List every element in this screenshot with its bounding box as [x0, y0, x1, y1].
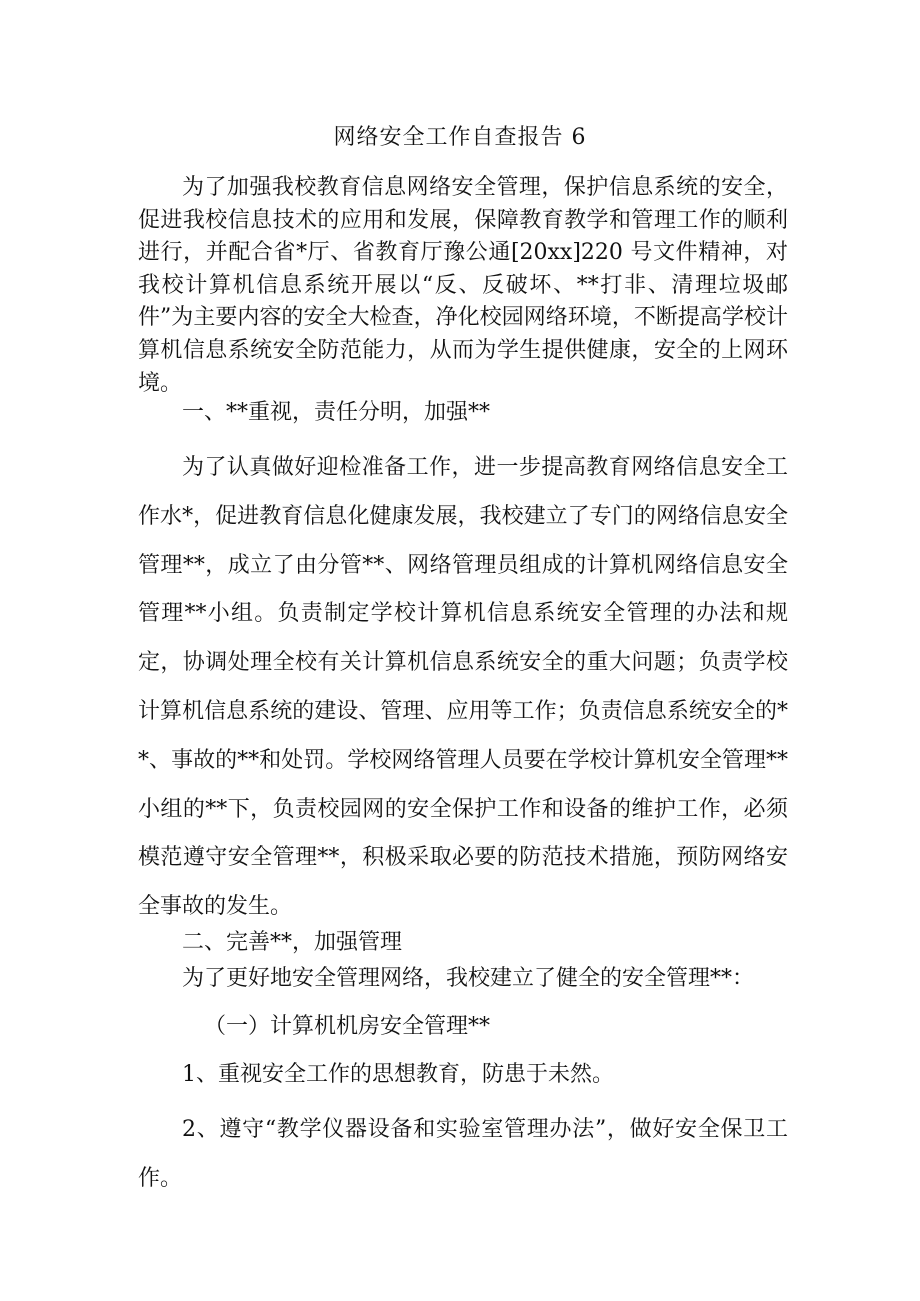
section-1-body: 为了认真做好迎检准备工作，进一步提高教育网络信息安全工作水*，促进教育信息化健康发展，我校建立了专门的网络信息安全管理**，成立了由分管**、网络管理员组成的计算机网络信息安全管理**小组。负责制定学校计算机信息系统安全管理的办法和规定，协调处理全校有关计算机信息系统安全的重大问题；负责学校计算机信息系统的建设、管理、应用等工作；负责信息系统安全的**、事故的**和处罚。学校网络管理人员要在学校计算机安全管理**小组的**下，负责校园网的安全保护工作和设备的维护工作，必须模范遵守安全管理**，积极采取必要的防范技术措施，预防网络安全事故的发生。	[138, 455, 788, 920]
intro-paragraph: 为了加强我校教育信息网络安全管理，保护信息系统的安全，促进我校信息技术的应用和发展，保障教育教学和管理工作的顺利进行，并配合省*厅、省教育厅豫公通[20xx]220 号文件精神，对我校计算机信息系统开展以“反、反破坏、**打非、清理垃圾邮件”为主要内容的安全大检查，净化校园网络环境，不断提高学校计算机信息系统安全防范能力，从而为学生提供健康，安全的上网环境。	[138, 175, 788, 396]
subsection-1-heading: （一）计算机机房安全管理**	[204, 1014, 491, 1039]
section-2-intro: 为了更好地安全管理网络，我校建立了健全的安全管理**：	[182, 966, 755, 991]
list-item-1: 1、重视安全工作的思想教育，防患于未然。	[182, 1062, 614, 1087]
document-title: 网络安全工作自查报告 6	[333, 125, 587, 150]
section-2-heading: 二、完善**，加强管理	[182, 930, 403, 955]
section-1-heading: 一、**重视，责任分明，加强**	[182, 400, 491, 425]
list-item-2: 2、遵守“教学仪器设备和实验室管理办法”，做好安全保卫工作。	[138, 1117, 788, 1191]
